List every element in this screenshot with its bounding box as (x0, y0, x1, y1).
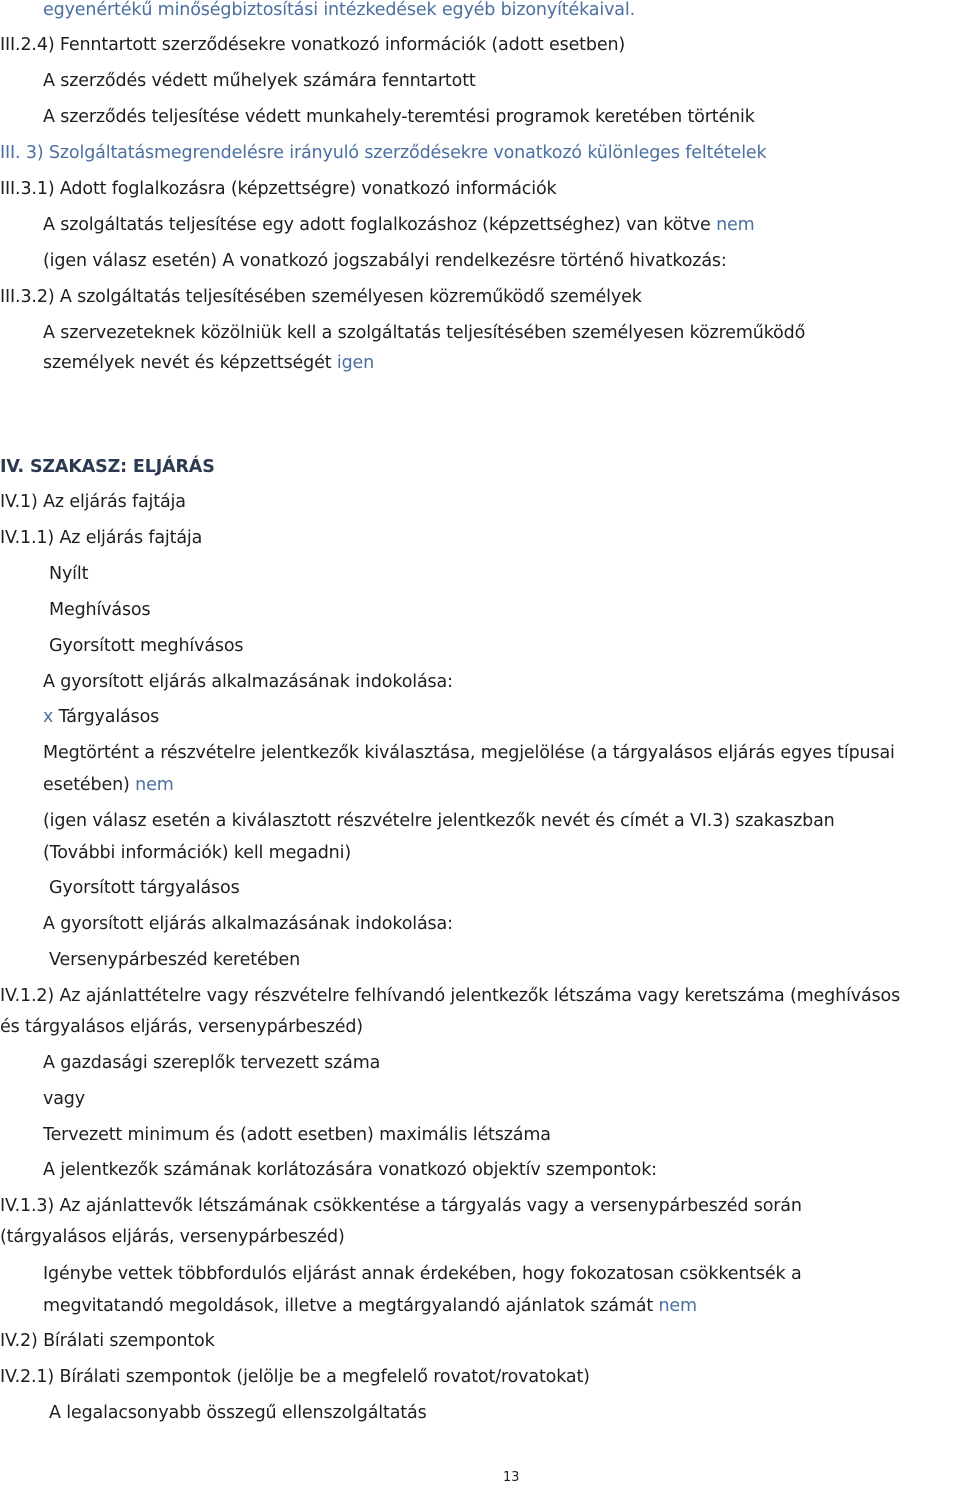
procedure-accelerated-restricted (49, 634, 243, 658)
or-word (43, 1087, 85, 1111)
text-segment: és tárgyalásos eljárás, versenypárbeszéd) (0, 1017, 363, 1037)
candidates-names-line1 (43, 809, 835, 833)
text-segment: III.3.2) A szolgáltatás teljesítésében személyesen közreműködő személyek (0, 287, 642, 307)
text-segment: (igen válasz esetén a kiválasztott részvételre jelentkezők nevét és címét a VI.3) szakaszban (43, 811, 835, 831)
text-segment: Meghívásos (49, 600, 151, 620)
text-segment: A gazdasági szereplők tervezett száma (43, 1053, 381, 1073)
legal-reference (43, 249, 727, 273)
objective-criteria (43, 1158, 657, 1182)
procedure-negotiated (43, 705, 159, 729)
text-segment: Megtörtént a részvételre jelentkezők kiválasztása, megjelölése (a tárgyalásos eljárás egyes típusai (43, 743, 895, 763)
text-segment: esetében) (43, 775, 136, 795)
text-segment: (igen válasz esetén) A vonatkozó jogszabályi rendelkezésre történő hivatkozás: (43, 251, 727, 271)
section-IV-2-1 (0, 1365, 590, 1389)
text-segment: (tárgyalásos eljárás, versenypárbeszéd) (0, 1227, 345, 1247)
reserved-workshops (43, 69, 476, 93)
text-segment: IV.2) Bírálati szempontok (0, 1331, 215, 1351)
text-segment: A jelentkezők számának korlátozására vonatkozó objektív szempontok: (43, 1160, 657, 1180)
section-IV-1-3-line1 (0, 1194, 802, 1218)
candidates-selected-line1 (43, 741, 895, 765)
accelerated-justification-2 (43, 912, 453, 936)
lowest-price-criterion (49, 1401, 427, 1425)
text-segment: IV.1.3) Az ajánlattevők létszámának csökkentése a tárgyalás vagy a versenypárbeszéd során (0, 1196, 802, 1216)
text-segment: A gyorsított eljárás alkalmazásának indokolása: (43, 914, 453, 934)
staff-names-line2 (43, 351, 374, 375)
accelerated-justification-1 (43, 670, 453, 694)
highlighted-value: nem (135, 775, 174, 795)
candidates-names-line2 (43, 841, 351, 865)
text-segment: Igénybe vettek többfordulós eljárást annak érdekében, hogy fokozatosan csökkentsék a (43, 1264, 802, 1284)
text-segment: vagy (43, 1089, 85, 1109)
section-IV-1-3-line2 (0, 1225, 345, 1249)
section-III-3-heading (0, 141, 767, 165)
text-segment: IV.2.1) Bírálati szempontok (jelölje be a megfelelő rovatot/rovatokat) (0, 1367, 590, 1387)
text-segment: A szervezeteknek közölniük kell a szolgáltatás teljesítésében személyesen közreműködő (43, 323, 806, 343)
section-III-3-2 (0, 285, 642, 309)
section-IV-1 (0, 490, 186, 514)
profession-tied (43, 213, 755, 237)
section-III-2-4 (0, 33, 625, 57)
reserved-programs (43, 105, 755, 129)
text-segment: A szolgáltatás teljesítése egy adott foglalkozáshoz (képzettséghez) van kötve (43, 215, 717, 235)
procedure-competitive-dialogue (49, 948, 300, 972)
text-segment: IV. SZAKASZ: ELJÁRÁS (0, 457, 215, 477)
highlighted-value: egyenértékű minőségbiztosítási intézkedések egyéb bizonyítékaival. (43, 0, 635, 20)
candidates-selected-line2 (43, 773, 174, 797)
highlighted-value: nem (716, 215, 755, 235)
procedure-restricted (49, 598, 150, 622)
text-segment: Tárgyalásos (53, 707, 160, 727)
text-segment: IV.1.2) Az ajánlattételre vagy részvételre felhívandó jelentkezők létszáma vagy keretszáma (meghívásos (0, 986, 901, 1006)
text-segment: személyek nevét és képzettségét (43, 353, 337, 373)
section-III-3-1 (0, 177, 557, 201)
highlighted-value: nem (658, 1296, 697, 1316)
text-segment: IV.1.1) Az eljárás fajtája (0, 528, 203, 548)
page-number: 13 (503, 1470, 520, 1485)
highlighted-value: igen (336, 353, 375, 373)
staff-names-line1 (43, 321, 805, 345)
highlighted-value: III. 3) Szolgáltatásmegrendelésre irányuló szerződésekre vonatkozó különleges feltételek (0, 143, 767, 163)
text-segment: IV.1) Az eljárás fajtája (0, 492, 186, 512)
min-max-count (43, 1123, 551, 1147)
text-segment: A szerződés teljesítése védett munkahely-teremtési programok keretében történik (43, 107, 755, 127)
text-segment: Tervezett minimum és (adott esetben) maximális létszáma (43, 1125, 551, 1145)
text-segment: Nyílt (49, 564, 89, 584)
text-segment: III.2.4) Fenntartott szerződésekre vonatkozó információk (adott esetben) (0, 35, 626, 55)
multistage-line1 (43, 1262, 802, 1286)
text-segment: A gyorsított eljárás alkalmazásának indokolása: (43, 672, 453, 692)
text-segment: Gyorsított tárgyalásos (49, 878, 240, 898)
section-IV-1-2-line1 (0, 984, 900, 1008)
text-segment: megvitatandó megoldások, illetve a megtárgyalandó ajánlatok számát (43, 1296, 659, 1316)
section-IV-1-2-line2 (0, 1015, 363, 1039)
procedure-open (49, 562, 88, 586)
text-segment: Versenypárbeszéd keretében (49, 950, 301, 970)
procedure-accelerated-negotiated (49, 876, 240, 900)
section-IV-2 (0, 1329, 215, 1353)
text-line-quality-assurance (43, 0, 635, 22)
text-segment: (További információk) kell megadni) (43, 843, 352, 863)
highlighted-value: x (43, 707, 54, 727)
section-IV-1-1 (0, 526, 202, 550)
text-segment: A legalacsonyabb összegű ellenszolgáltatás (49, 1403, 427, 1423)
text-segment: A szerződés védett műhelyek számára fenntartott (43, 71, 476, 91)
section-IV-heading (0, 455, 215, 479)
planned-operators (43, 1051, 380, 1075)
text-segment: III.3.1) Adott foglalkozásra (képzettségre) vonatkozó információk (0, 179, 557, 199)
multistage-line2 (43, 1294, 697, 1318)
text-segment: Gyorsított meghívásos (49, 636, 244, 656)
